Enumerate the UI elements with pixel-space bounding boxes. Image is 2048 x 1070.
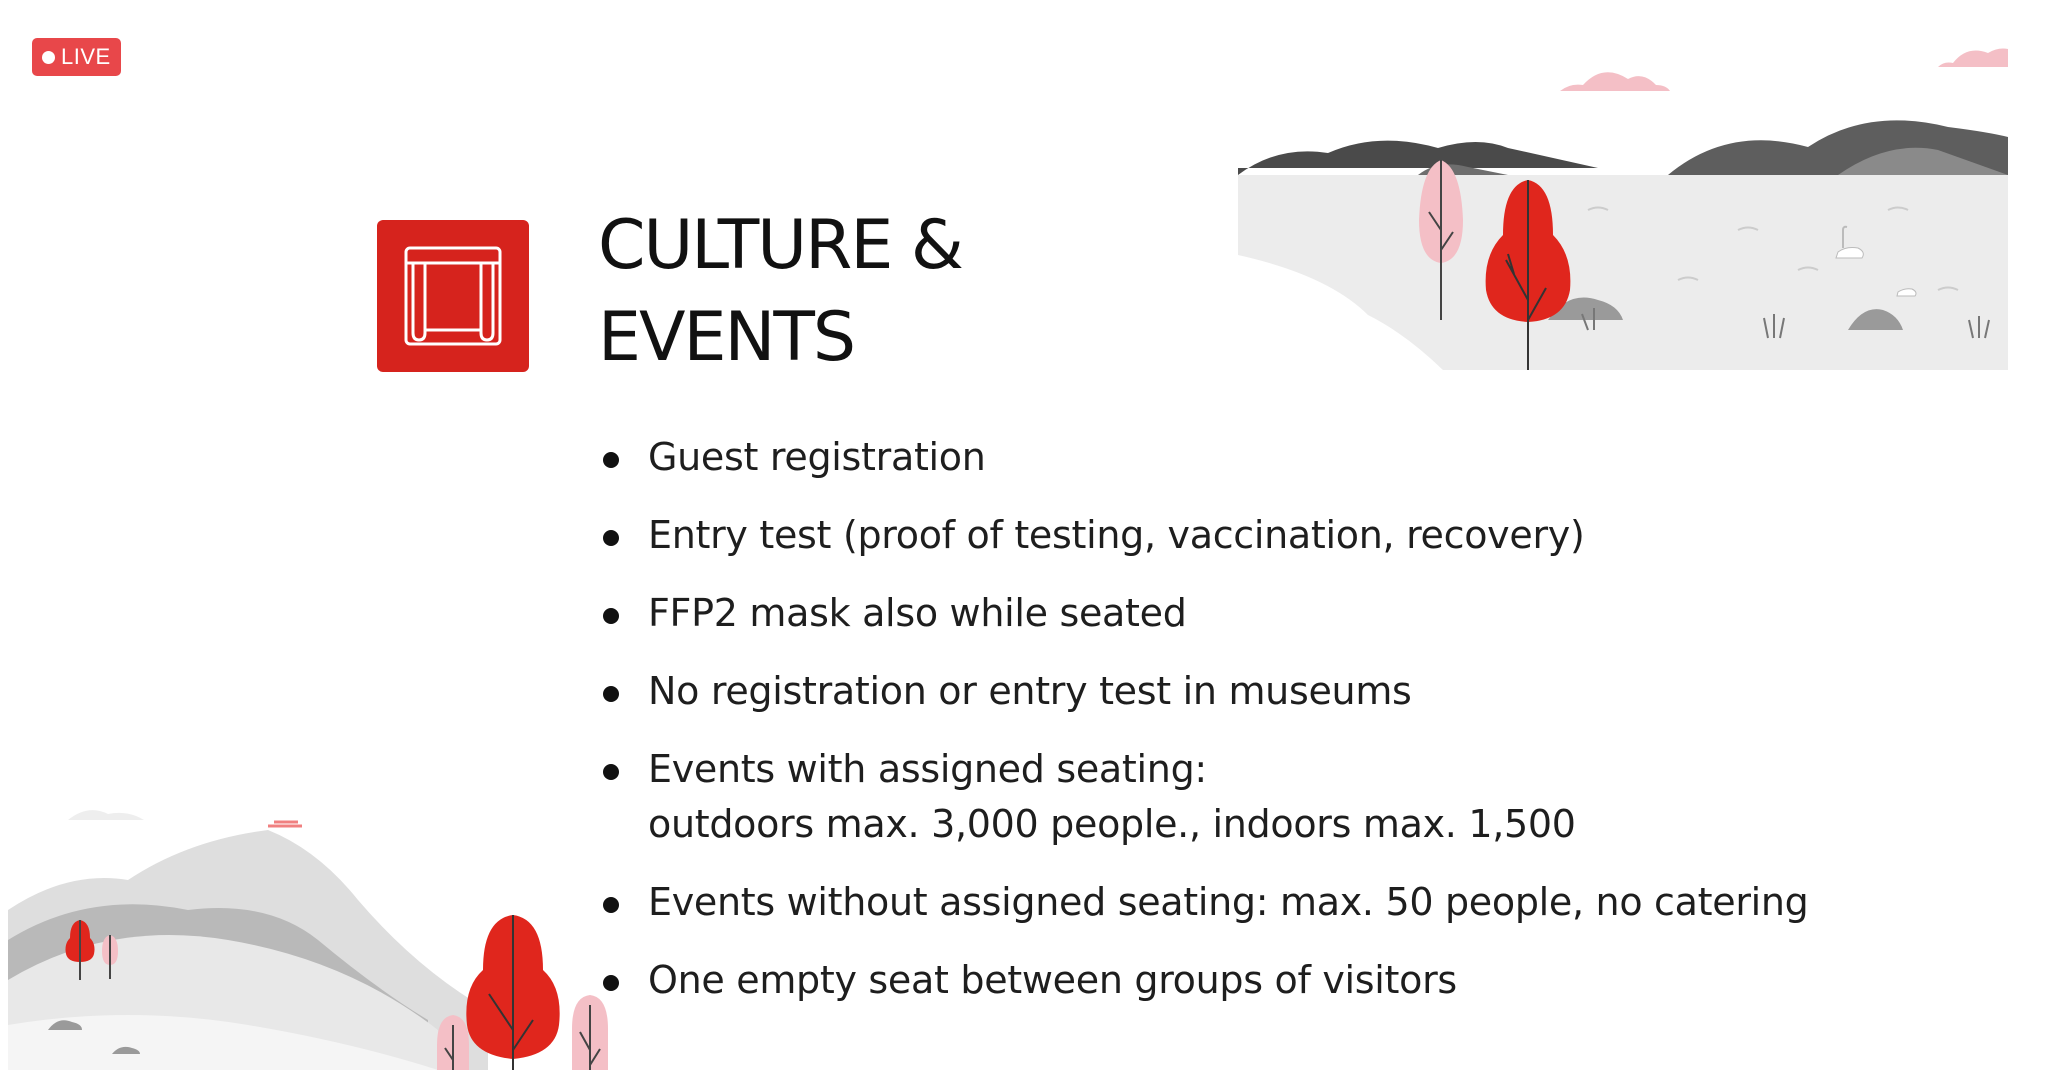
- live-badge: [32, 38, 121, 76]
- bullet-item: [598, 664, 1809, 719]
- bullet-dot-icon: [603, 975, 619, 991]
- bullet-text: Entry test (proof of testing, vaccination, recovery): [648, 513, 1585, 557]
- hills-landscape-illustration: [8, 790, 648, 1070]
- bullet-dot-icon: [603, 452, 619, 468]
- bullet-text: FFP2 mask also while seated: [648, 591, 1187, 635]
- slide-title-line-1: CULTURE &: [598, 206, 962, 285]
- bullet-text: Events with assigned seating:: [648, 747, 1207, 791]
- bullet-item: [598, 742, 1809, 852]
- bullet-item: [598, 586, 1809, 641]
- slide-title-line-2: EVENTS: [598, 298, 855, 377]
- bullet-dot-icon: [603, 530, 619, 546]
- bullet-item: [598, 875, 1809, 930]
- live-badge-label: LIVE: [61, 44, 111, 69]
- bullet-text: One empty seat between groups of visitors: [648, 958, 1457, 1002]
- live-dot-icon: [42, 51, 55, 64]
- presentation-slide: [8, 0, 2008, 1070]
- bullet-item: [598, 430, 1809, 485]
- bullet-text: No registration or entry test in museums: [648, 669, 1412, 713]
- lake-landscape-illustration: [1238, 30, 2008, 370]
- bullet-dot-icon: [603, 608, 619, 624]
- slide-title: [598, 200, 962, 384]
- bullet-text: Guest registration: [648, 435, 986, 479]
- bullet-item: [598, 953, 1809, 1008]
- theater-stage-icon: [377, 220, 529, 372]
- bullet-dot-icon: [603, 764, 619, 780]
- bullet-dot-icon: [603, 686, 619, 702]
- bullet-text: Events without assigned seating: max. 50 people, no catering: [648, 880, 1809, 924]
- bullet-item: [598, 508, 1809, 563]
- bullet-text-continuation: outdoors max. 3,000 people., indoors max. 1,500: [648, 802, 1576, 846]
- bullet-list: [598, 430, 1809, 1031]
- bullet-dot-icon: [603, 897, 619, 913]
